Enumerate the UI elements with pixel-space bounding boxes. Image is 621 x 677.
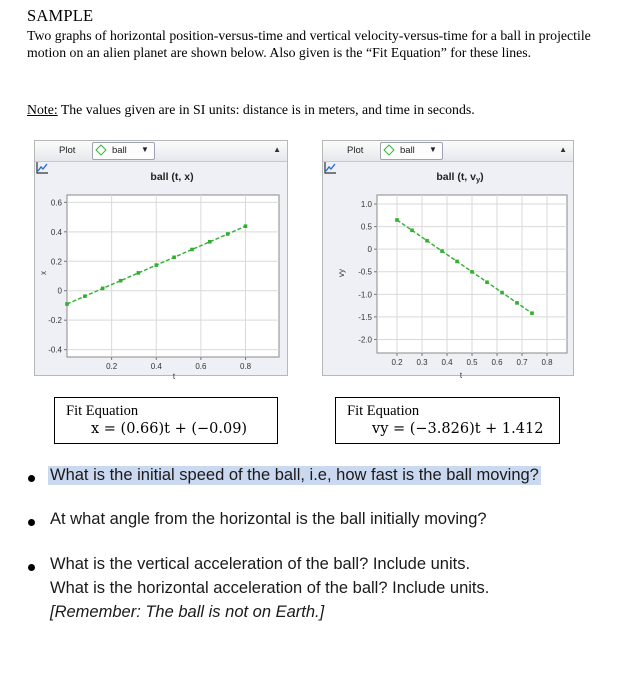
series-diamond-icon <box>95 144 106 155</box>
y-tick-label: -0.2 <box>48 316 62 326</box>
series-label: ball <box>400 145 415 156</box>
data-point <box>190 248 194 252</box>
bullet-icon <box>28 564 35 571</box>
plot-menu-label[interactable]: Plot <box>59 145 76 156</box>
x-tick-label: 0.2 <box>106 362 118 371</box>
data-point <box>119 279 123 283</box>
page-title: SAMPLE <box>27 6 94 25</box>
y-axis-label: vy <box>337 269 346 277</box>
note-text: The values given are in SI units: distance is in meters, and time in seconds. <box>57 102 475 117</box>
chart-title-main: ball (t, v <box>436 171 477 183</box>
data-point <box>137 271 141 275</box>
velocity-chart <box>323 161 573 380</box>
data-point <box>155 263 159 267</box>
plot-toolbar <box>35 141 287 162</box>
x-tick-label: 0.8 <box>541 358 553 367</box>
data-point <box>410 229 414 233</box>
bullet-icon <box>28 519 35 526</box>
y-tick-label: -2.0 <box>358 335 372 345</box>
intro-paragraph: Two graphs of horizontal position-versus-time and vertical velocity-versus-time for a ball in projectile motion on an alien planet are shown below. Also given is the “Fit Equation” for these lines. <box>27 28 591 60</box>
x-axis-label: t <box>172 372 176 381</box>
question-launch-angle: At what angle from the horizontal is the ball initially moving? <box>50 510 487 528</box>
x-axis-label: t <box>459 371 463 380</box>
y-tick-label: -1.0 <box>358 290 372 300</box>
velocity-plot-panel <box>322 140 574 380</box>
data-point <box>101 287 105 291</box>
y-tick-label: 1.0 <box>360 200 372 210</box>
dropdown-arrow-icon: ▼ <box>141 145 149 154</box>
data-point <box>425 239 429 243</box>
series-dropdown[interactable] <box>380 142 443 160</box>
y-tick-label: 0 <box>367 245 372 255</box>
collapse-icon[interactable]: ▲ <box>559 145 567 154</box>
data-point <box>455 260 459 264</box>
data-point <box>226 232 230 236</box>
data-point <box>244 224 248 228</box>
y-tick-label: -1.5 <box>358 312 372 322</box>
y-tick-label: 0.6 <box>50 198 62 208</box>
note-label: Note: <box>27 102 58 117</box>
data-point <box>485 280 489 284</box>
data-point <box>470 270 474 274</box>
y-tick-label: 0.5 <box>360 222 372 232</box>
data-point <box>395 218 399 222</box>
chart-title: ball (t, x) <box>150 171 194 183</box>
x-tick-label: 0.7 <box>516 358 528 367</box>
position-plot-panel <box>34 140 288 381</box>
question-vertical-acceleration: What is the vertical acceleration of the ball? Include units. <box>50 555 471 573</box>
question-horizontal-acceleration: What is the horizontal acceleration of the ball? Include units. <box>50 579 490 597</box>
x-tick-label: 0.2 <box>391 358 403 367</box>
fit-equation-heading: Fit Equation <box>347 403 420 419</box>
x-tick-label: 0.6 <box>491 358 503 367</box>
y-tick-label: -0.5 <box>358 267 372 277</box>
fit-equation-heading: Fit Equation <box>66 403 139 419</box>
units-note <box>27 102 475 118</box>
data-point <box>440 249 444 253</box>
plot-toolbar <box>323 141 573 162</box>
dropdown-arrow-icon: ▼ <box>429 145 437 154</box>
question-reminder: [Remember: The ball is not on Earth.] <box>50 603 325 621</box>
fit-equation-box-velocity <box>335 397 560 444</box>
chart-title-sub: y <box>476 175 481 184</box>
series-dropdown[interactable] <box>92 142 155 160</box>
data-point <box>500 291 504 295</box>
y-tick-label: 0.2 <box>50 257 62 267</box>
data-point <box>515 301 519 305</box>
y-tick-label: 0 <box>57 286 62 296</box>
x-tick-label: 0.4 <box>441 358 453 367</box>
plot-area <box>67 195 279 357</box>
x-tick-label: 0.4 <box>150 362 162 371</box>
collapse-icon[interactable]: ▲ <box>273 145 281 154</box>
series-diamond-icon <box>383 144 394 155</box>
y-tick-label: 0.4 <box>50 227 62 237</box>
fit-equation-box-position <box>54 397 278 444</box>
chart-title <box>436 171 483 184</box>
x-tick-label: 0.5 <box>466 358 478 367</box>
series-label: ball <box>112 145 127 156</box>
bullet-icon <box>28 475 35 482</box>
plot-menu-label[interactable]: Plot <box>347 145 364 156</box>
fit-equation: x = (0.66)t + (−0.09) <box>91 421 248 437</box>
x-tick-label: 0.8 <box>239 362 252 371</box>
data-point <box>530 311 534 315</box>
y-axis-label: x <box>39 271 48 275</box>
data-point <box>208 240 212 244</box>
y-tick-label: -0.4 <box>48 345 62 355</box>
x-tick-label: 0.3 <box>416 358 428 367</box>
fit-equation: vy = (−3.826)t + 1.412 <box>372 421 544 437</box>
data-point <box>172 256 176 260</box>
x-tick-label: 0.6 <box>195 362 207 371</box>
question-initial-speed: What is the initial speed of the ball, i.e, how fast is the ball moving? <box>50 466 539 484</box>
position-chart <box>35 161 287 381</box>
data-point <box>65 302 69 306</box>
chart-title-end: ) <box>480 171 484 183</box>
data-point <box>83 294 87 298</box>
